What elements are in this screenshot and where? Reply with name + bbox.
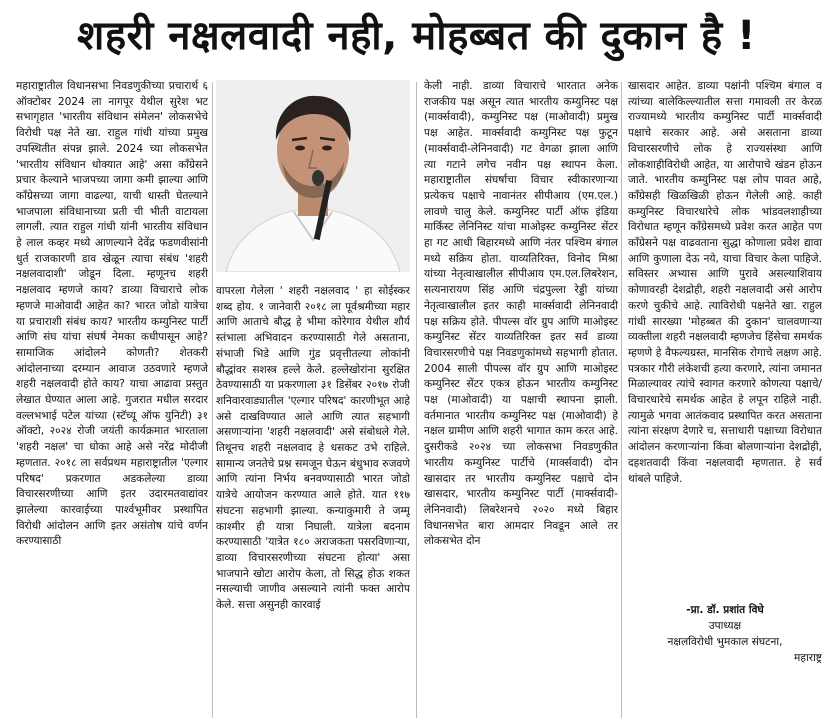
column-1-text: महाराष्ट्रातील विधानसभा निवडणुकीच्या प्रचारार्थ ६ ऑक्टोबर 2024 ला नागपूर येथील सुरेश भट सभागृहात 'भारतीय संविधान संमेलन' लोकसभेचे विरोधी पक्ष नेते खा. राहुल गांधी यांच्या प्रमुख उपस्थितीत संपन्न झाले. 2024 च्या लोकसभेत 'भारतीय संविधान धोक्यात आहे' असा काँग्रेसने प्रचार केल्याने भाजपच्या जागा कमी झाल्या आणि काँग्रेसच्या जागा वाढल्या, याची धास्ती घेतल्याने भाजपाला संविधानाच्या प्रती ची भीती वाटायला लागली. त्यात राहुल गांधी यांनी भारतीय संविधान हे लाल कव्हर मध्ये आणल्याने देवेंद्र फडणवीसांनी धुर्त राजकारणी डाव खेळून त्याचा संबंध 'शहरी नक्षलवादाशी' जोडून दिला. म्हणूनच शहरी नक्षलवाद म्हणजे काय? डाव्या विचाराचे लोक म्हणजे माओवादी आहेत का? भारत जोडो यात्रेचा या प्रचाराशी संबंध काय? भारतीय कम्युनिस्ट पार्टी आणि संघ यांचा संघर्ष नेमका कधीपासून आहे? सामाजिक आंदोलने कोणती? शेतकरी आंदोलनाच्या दरम्यान आवाज उठवणारे म्हणजे शहरी नक्षलवादी होते काय? याचा आढावा प्रस्तुत लेखात घेण्यात आला आहे. गुजरात मधील सरदार वल्लभभाई पटेल यांच्या (स्टॅच्यू ऑफ युनिटी) ३१ ऑक्टो, २०२४ रोजी जयंती कार्यक्रमात भारताला 'शहरी नक्षल' चा धोका आहे असे नरेंद्र मोदीजी म्हणतात. २०१८ ला सर्वप्रथम महाराष्ट्रातील 'एल्गार परिषद' प्रकरणात अडकलेल्या डाव्या विचारसरणीच्या आणि इतर उदारमतवाद्यांवर झालेल्या कारवाईच्या पार्श्वभूमीवर प्रस्थापित विरोधी आंदोलन आणि इतर असंतोष यांचे वर्णन करण्यासाठी: [16, 80, 208, 548]
column-3-text: केली नाही. डाव्या विचाराचे भारतात अनेक राजकीय पक्ष असून त्यात भारतीय कम्युनिस्ट पक्ष (मार्क्सवादी), कम्युनिस्ट पक्ष (माओवादी) प्रमुख पक्ष आहेत. मार्क्सवादी कम्युनिस्ट पक्ष फुटून (मार्क्सवादी-लेनिनवादी) गट वेगळा झाला आणि त्या गटाने लगेच नवीन पक्ष स्थापन केला. महाराष्ट्रातील संघर्षाचा विचार स्वीकारणाऱ्या प्रत्येकच पक्षाचे नावानंतर सीपीआय (एम.एल.) लावणे चालु केले. कम्युनिस्ट पार्टी ऑफ इंडिया मार्किस्ट लेनिनिस्ट यांचा माओइस्ट कम्युनिस्ट सेंटर हा गट आधी बिहारमध्ये आणि नंतर पश्चिम बंगाल मध्ये सक्रिय होता. याव्यतिरिक्त, विनोद मिश्रा यांच्या नेतृत्वाखालील सीपीआय एम.एल.लिबरेशन, सत्यनारायण सिंह आणि चंद्रपुल्ला रेड्डी यांच्या नेतृत्वाखालील इतर काही मार्क्सवादी लेनिनवादी पक्ष सक्रिय होते. पीपल्स वॉर ग्रुप आणि माओइस्ट कम्युनिस्ट सेंटर याव्यतिरिक्त इतर सर्व डाव्या विचारसरणीचे पक्ष निवडणुकांमध्ये सहभागी होतात. 2004 साली पीपल्स वॉर ग्रुप आणि माओइस्ट कम्युनिस्ट सेंटर एकत्र होऊन भारतीय कम्युनिस्ट पक्ष (माओवादी) या पक्षाची स्थापना झाली. वर्तमानात भारतीय कम्युनिस्ट पक्ष (माओवादी) हे नक्षल ग्रामीण आणि शहरी भागात काम करत आहे. दुसरीकडे २०२४ च्या लोकसभा निवडणुकीत भारतीय कम्युनिस्ट पार्टीचे (मार्क्सवादी) दोन खासदार तर भारतीय कम्युनिस्ट पक्षाचे दोन खासदार, भारतीय कम्युनिस्ट पार्टी (मार्क्सवादी-लेनिनवादी) लिबरेशनचे २०२० मध्ये बिहार विधानसभेत बारा आमदार निवडून आले तर लोकसभेत दोन: [424, 80, 618, 548]
photo-frame: [216, 80, 410, 272]
column-rule: [621, 82, 622, 718]
article-column-2: [216, 284, 410, 720]
article-column-4: [628, 79, 822, 599]
author-title: उपाध्यक्ष: [708, 620, 742, 632]
column-rule: [212, 82, 213, 718]
article-column-1: [16, 79, 208, 719]
article-column-3: [424, 79, 618, 719]
author-name: -प्रा. डॉ. प्रशांत विघे: [686, 604, 764, 616]
column-4-text: खासदार आहेत. डाव्या पक्षांनी पश्चिम बंगाल व त्यांच्या बालेकिल्ल्यातील सत्ता गमावली तर केरळ राज्यामध्ये भारतीय कम्युनिस्ट पार्टी मार्क्सवादी पक्षाचे सरकार आहे. असे असताना डाव्या विचारसरणीचे लोक हे राज्यसंस्था आणि लोकशाहीविरोधी आहेत, या आरोपाचे खंडन होऊन जाते. भारतीय कम्युनिस्ट पक्ष लोप पावत आहे, काँग्रेसही खिळखिळी होऊन गेलेली आहे. काही कम्युनिस्ट विचारधारेचे लोक भांडवलशाहीच्या विरोधात म्हणून काँग्रेसमध्ये प्रवेश करत आहेत पण काँग्रेसने पक्ष वाढवताना सुद्धा कोणाला प्रवेश द्यावा आणि कुणाला देऊ नये, याचा विचार केला पाहिजे. सविस्तर अभ्यास आणि पुरावे असल्याशिवाय कोणावरही देशद्रोही, शहरी नक्षलवादी असे आरोप करणे चुकीचे आहे. त्याविरोधी पक्षनेते खा. राहुल गांधी सारख्या 'मोहब्बत की दुकान' चालवणाऱ्या व्यक्तीला शहरी नक्षलवादी म्हणजेच हिंसेचा समर्थक म्हणणे हे वैफल्यग्रस्त, मानसिक रोगाचे लक्षण आहे. पत्रकार गौरी लंकेशची हत्या करणारे, त्यांना जमानत मिळाल्यावर त्यांचे स्वागत करणारे कोणत्या पक्षाचे/विचारधारेचे समर्थक आहेत हे लपून राहिले नाही. त्यामुळे भगवा आतंकवाद प्रस्थापित करत असताना त्यांना संरक्षण देणारे च, सत्ताधारी पक्षाच्या विरोधात आंदोलन करणाऱ्यांना किंवा बोलणाऱ्यांना देशद्रोही, दहशतवादी किंवा नक्षलवादी म्हणतात. हे सर्व थांबले पाहिजे.: [628, 80, 822, 485]
column-2-text: वापरला गेलेला ' शहरी नक्षलवाद ' हा सोईस्कर शब्द होय. १ जानेवारी २०१८ ला पूर्वश्रमीच्या महार आणि आताचे बौद्ध हे भीमा कोरेगाव येथील शौर्य स्तंभाला अभिवादन करण्यासाठी गेले असताना, संभाजी भिडे आणि गुंड प्रवृत्तीतल्या लोकांनी बौद्धांवर सशस्त्र हल्ले केले. हल्लेखोरांना सुरक्षित ठेवण्यासाठी या प्रकरणाला ३१ डिसेंबर २०१७ रोजी शनिवारवाड्यातील 'एल्गार परिषद' कारणीभूत आहे असे दाखविण्यात आले आणि त्यात सहभागी असणाऱ्यांना 'शहरी नक्षलवादी' असे संबोधले गेले. तिथूनच शहरी नक्षलवाद हे धसकट उभे राहिले. सामान्य जनतेचे प्रश्न समजून घेऊन बंधुभाव रुजवणे आणि त्यांना निर्भय बनवण्यासाठी भारत जोडो यात्रेचे आयोजन करण्यात आले होते. यात ११७ संघटना सहभागी झाल्या. कन्याकुमारी ते जम्मू काश्मीर ही यात्रा निघाली. यात्रेला बदनाम करण्यासाठी 'यात्रेत १८० अराजकता पसरविणाऱ्या, डाव्या विचारसरणीच्या संघटना होत्या' असा भाजपाने खोटा आरोप केला, तो सिद्ध होऊ शकत नसल्याची जाणीव असल्याने त्यांनी फक्त आरोप केले. सत्ता असुनही कारवाई: [216, 285, 410, 612]
author-place: महाराष्ट्र: [794, 652, 822, 664]
author-byline: [628, 602, 822, 666]
author-organization: नक्षलविरोधी भुमकाल संघटना,: [667, 636, 783, 648]
portrait-photo: [216, 80, 410, 272]
column-rule: [416, 82, 417, 718]
article-headline: शहरी नक्षलवादी नही, मोहब्बत की दुकान है !: [77, 13, 756, 59]
